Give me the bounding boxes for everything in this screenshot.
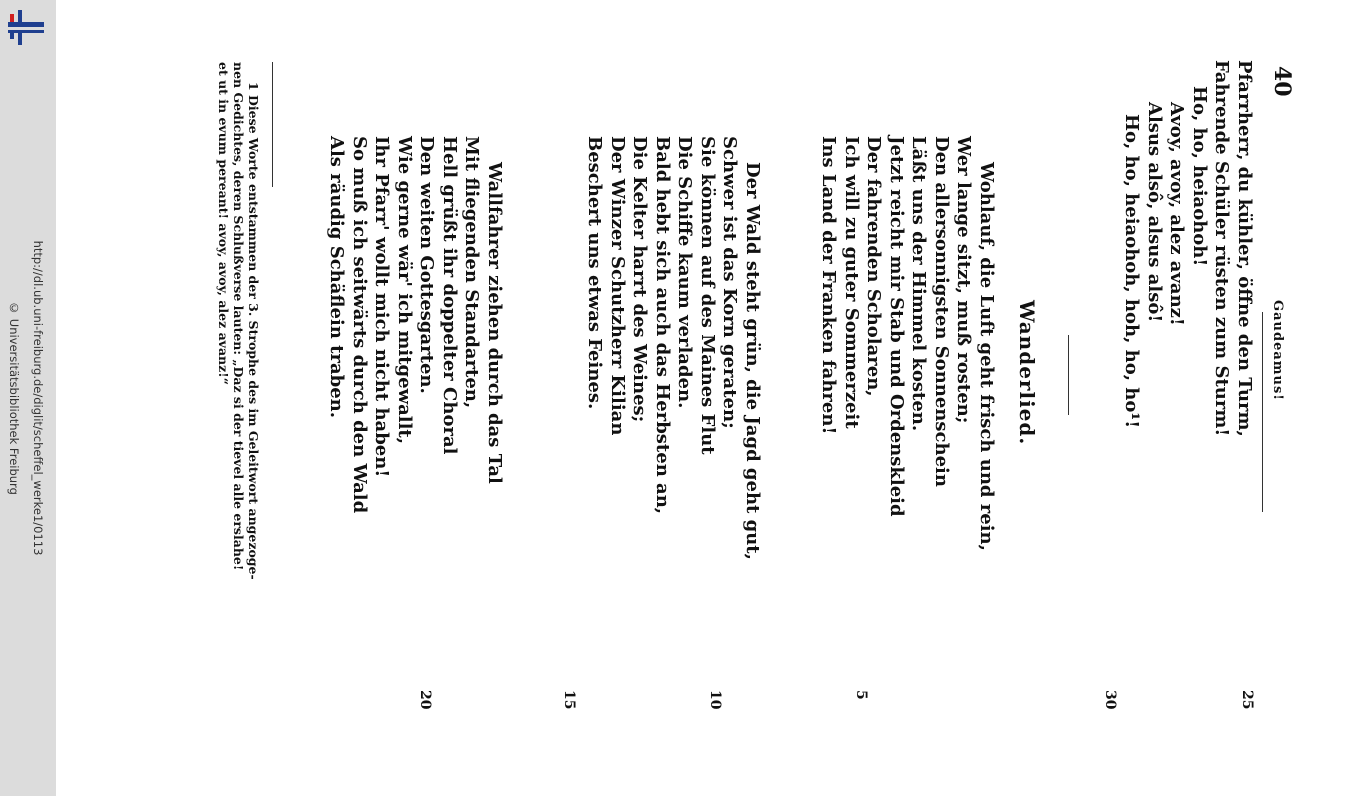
line-number: 5	[853, 690, 869, 700]
verse-line: Wallfahrer ziehen durch das Tal	[484, 162, 505, 484]
verse-line: Hell grüßt ihr doppelter Choral	[439, 136, 460, 455]
verse-line: Mit fliegenden Standarten,	[461, 136, 483, 409]
line-number: 15	[561, 690, 577, 710]
stanza-3	[325, 136, 505, 513]
verse-line: Der fahrenden Scholaren,	[863, 136, 885, 397]
verse-line: Avoy, avoy, alez avanz!	[1166, 102, 1188, 326]
verse-line: Die Schiffe kaum verladen.	[674, 136, 696, 409]
stanza-1	[817, 136, 997, 551]
verse-line: Wie gerne wär' ich mitgewallt,	[394, 136, 415, 445]
footnote-line: 1 Diese Worte entstammen der 3. Strophe des im Geleitwort angezoge-	[246, 82, 261, 580]
running-head: Gaudeamus!	[1270, 300, 1285, 401]
line-number: 10	[707, 690, 723, 710]
verse-line: Ins Land der Franken fahren!	[818, 136, 840, 435]
source-url[interactable]: http://dl.ub.uni-freiburg.de/diglit/scheffel_werke1/0113	[31, 240, 45, 556]
verse-line: Ho, ho, heiaohoh!	[1189, 86, 1210, 267]
verse-line: Bald hebt sich auch das Herbsten an,	[652, 136, 673, 515]
verse-line: Schwer ist das Korn geraten;	[719, 136, 741, 429]
ub-freiburg-logo-icon	[4, 8, 48, 48]
verse-line: Läßt uns der Himmel kosten.	[908, 136, 930, 432]
verse-line: Der Wald steht grün, die Jagd geht gut,	[742, 162, 763, 560]
verse-line: Ihr Pfarr' wollt mich nicht haben!	[371, 136, 393, 478]
page-number: 40	[1269, 66, 1295, 97]
footnote-line: et ut in evum pereant! avoy, avoy, alez avanz!“	[216, 62, 231, 385]
line-number: 30	[1102, 690, 1118, 710]
title-rule	[1068, 335, 1069, 415]
verse-line: Ich will zu guter Sommerzeit	[841, 136, 862, 429]
verse-line: Ho, ho, heiaohoh, hoh, ho, ho¹!	[1121, 114, 1143, 429]
copyright-notice: © Universitätsbibliothek Freiburg	[7, 301, 21, 495]
verse-line: So muß ich seitwärts durch den Wald	[349, 136, 370, 514]
verse-line: Die Kelter harrt des Weines;	[629, 136, 651, 423]
song-title: Wanderlied.	[1015, 300, 1039, 446]
stanza-top	[1120, 60, 1255, 437]
verse-line: Sie können auf des Maines Flut	[697, 136, 718, 455]
verse-line: Jetzt reicht mir Stab und Ordenskleid	[886, 136, 907, 517]
footnote	[216, 62, 261, 622]
verse-line: Beschert uns etwas Feines.	[584, 136, 606, 410]
footnote-line: nen Gedichtes, deren Schlußverse lauten: „Daz si der tievel alle erslahe!	[231, 62, 246, 571]
header-rule	[1262, 312, 1263, 512]
verse-line: Alsus alsô, alsus alsô!	[1144, 102, 1165, 323]
verse-line: Der Winzer Schutzherr Kilian	[607, 136, 628, 436]
sidebar	[0, 0, 56, 796]
verse-line: Pfarrherr, du kühler, öffne den Turm,	[1234, 60, 1255, 437]
verse-line: Den weiten Gottesgarten.	[416, 136, 438, 394]
verse-line: Als räudig Schäflein traben.	[326, 136, 348, 419]
line-number: 25	[1239, 690, 1255, 710]
verse-line: Den allersonnigsten Sonnenschein	[931, 136, 952, 487]
line-number: 20	[417, 690, 433, 710]
verse-line: Wohlauf, die Luft geht frisch und rein,	[976, 162, 997, 551]
verse-line: Fahrende Schüler rüsten zum Sturm!	[1211, 60, 1233, 437]
verse-line: Wer lange sitzt, muß rosten;	[953, 136, 975, 424]
scanned-page	[213, 0, 1303, 796]
footnote-rule	[272, 62, 273, 187]
stanza-2	[583, 136, 763, 560]
